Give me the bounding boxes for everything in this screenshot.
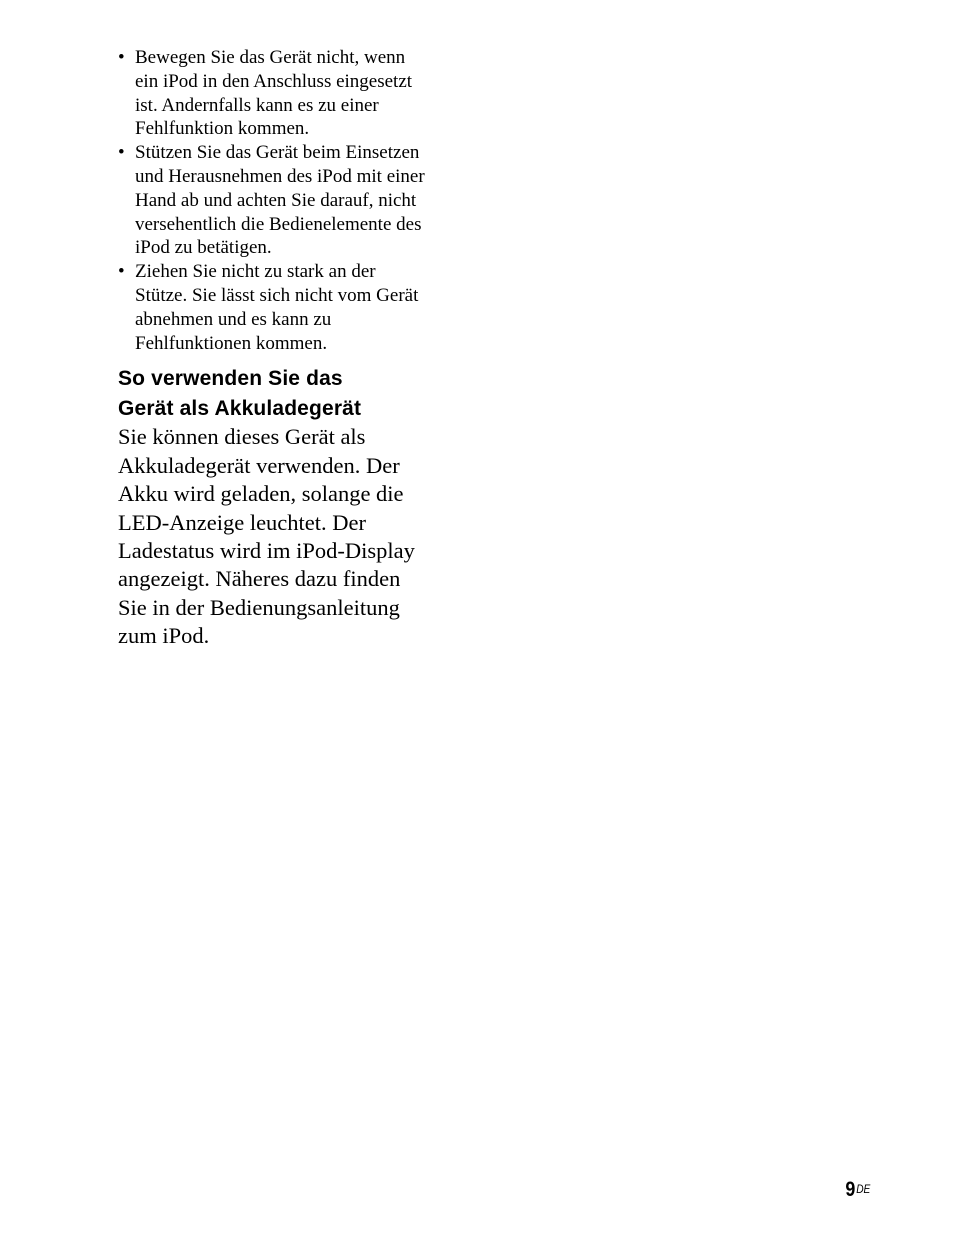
language-code: DE [855, 1182, 870, 1196]
bullet-marker: • [118, 47, 125, 68]
bullet-list [118, 46, 454, 355]
body-line: LED-Anzeige leuchtet. Der [118, 509, 367, 535]
bullet-line: Bewegen Sie das Gerät nicht, wenn [135, 47, 406, 68]
main-column [118, 46, 454, 651]
bullet-item [118, 46, 454, 141]
bullet-line: Hand ab und achten Sie darauf, nicht [135, 189, 417, 211]
body-line: Sie in der Bedienungsanleitung [118, 594, 400, 620]
body-line: Akku wird geladen, solange die [118, 481, 404, 507]
bullet-line: Ziehen Sie nicht zu stark an der [135, 261, 376, 283]
page-number [845, 1178, 870, 1202]
bullet-line: Fehlfunktionen kommen. [135, 332, 328, 354]
bullet-line: versehentlich die Bedienelemente des [135, 213, 422, 235]
section-body [118, 423, 454, 650]
bullet-line: Fehlfunktion kommen. [135, 118, 310, 140]
page-number-value: 9 [845, 1178, 855, 1201]
heading-line: Gerät als Akkuladegerät [118, 396, 362, 420]
bullet-line: und Herausnehmen des iPod mit einer [135, 165, 425, 187]
body-line: Sie können dieses Gerät als [118, 424, 366, 450]
bullet-item [118, 260, 454, 355]
bullet-line: Stütze. Sie lässt sich nicht vom Gerät [135, 284, 419, 306]
body-line: Akkuladegerät verwenden. Der [118, 452, 400, 478]
heading-line: So verwenden Sie das [118, 367, 343, 391]
bullet-marker: • [118, 261, 125, 283]
bullet-marker: • [118, 142, 125, 164]
body-line: Ladestatus wird im iPod-Display [118, 537, 415, 563]
bullet-line: abnehmen und es kann zu [135, 308, 332, 330]
bullet-line: ein iPod in den Anschluss eingesetzt [135, 70, 413, 92]
body-line: angezeigt. Näheres dazu finden [118, 566, 401, 592]
section-heading [118, 364, 454, 423]
bullet-line: Stützen Sie das Gerät beim Einsetzen [135, 142, 420, 164]
bullet-line: ist. Andernfalls kann es zu einer [135, 94, 379, 116]
bullet-item [118, 141, 454, 260]
bullet-line: iPod zu betätigen. [135, 237, 272, 259]
body-line: zum iPod. [118, 623, 210, 649]
